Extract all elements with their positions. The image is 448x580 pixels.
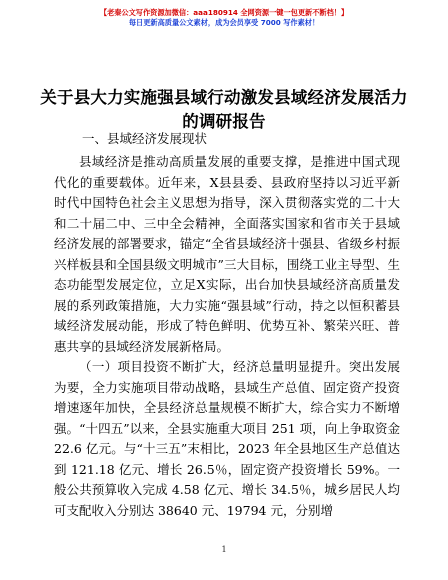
promo-banner-line-1: 【老秦公文写作资源加微信：aaa180914 全网资源一键一包更新不断档！】 <box>99 8 349 17</box>
body-paragraph-2: （一）项目投资不断扩大，经济总量明显提升。突出发展为要，全力实施项目带动战略，县域生产总值、固定资产投资增速逐年加快，全县经济总量规模不断扩大，综合实力不断增强。“十四五”以来，全县实施重大项目 251 项，向上争取资金 22.6 亿元。与“十三五”末相比，2023 年全县地区生产总值达到 121.18 亿元、增长 26.5％，固定资产投资增长 59%。一般公共预算收入完成 4.58 亿元、增长 34.5％，城乡居民人均可支配收入分别达 38640 元、19794 元，分别增 <box>54 359 400 518</box>
promo-banner-line-2: 每日更新高质量公文素材，成为会员享受 7000 写作素材！ <box>128 18 320 27</box>
promo-banner <box>0 8 448 28</box>
body-paragraph-1: 县域经济是推动高质量发展的重要支撑，是推进中国式现代化的重要载体。近年来，X县县委、县政府坚持以习近平新时代中国特色社会主义思想为指导，深入贯彻落实党的二十大和二十届二中、三中全会精神，全面落实国家和省市关于县域经济发展的部署要求，锚定“全省县域经济十强县、省级乡村振兴样板县和全国县级文明城市”三大目标，围绕工业主导型、生态功能型发展定位，立足X实际，出台加快县域经济高质量发展的系列政策措施，大力实施“强县域”行动，持之以恒积蓄县域经济发展动能，形成了特色鲜明、优势互补、繁荣兴旺、普惠共享的县域经济发展新格局。 <box>54 154 400 354</box>
section-heading: 一、县域经济发展现状 <box>82 131 208 146</box>
page-number: 1 <box>221 545 227 554</box>
document-title: 关于县大力实施强县域行动激发县域经济发展活力的调研报告 <box>40 88 408 131</box>
